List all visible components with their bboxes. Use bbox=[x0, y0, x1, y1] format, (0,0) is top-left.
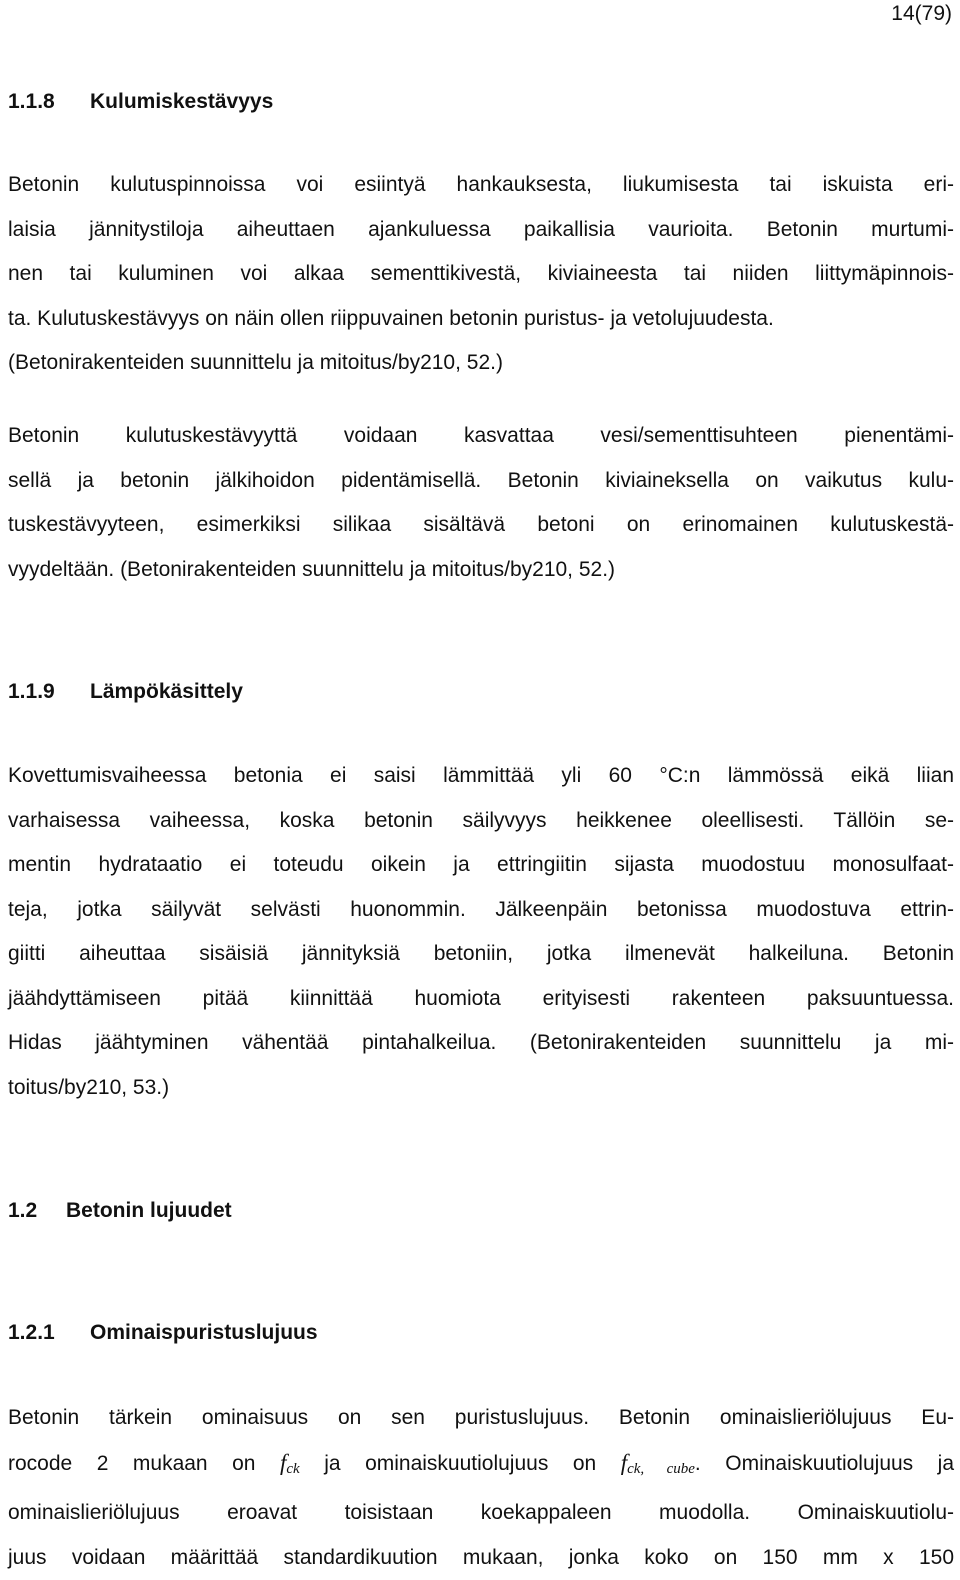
text-segment: ja ominaiskuutiolujuus on bbox=[324, 1452, 596, 1475]
section-title: Betonin lujuudet bbox=[66, 1199, 232, 1222]
text-line: toitus/by210, 53.) bbox=[8, 1066, 954, 1111]
section-number: 1.1.9 bbox=[8, 677, 90, 707]
section-heading-1-1-9 bbox=[8, 677, 243, 707]
text-line: Betonin tärkein ominaisuus on sen puristuslujuus. Betonin ominaislieriölujuus Eu- bbox=[8, 1396, 954, 1441]
section-title: Kulumiskestävyys bbox=[90, 90, 273, 113]
section-heading-1-2-1 bbox=[8, 1318, 318, 1348]
text-line: laisia jännitystiloja aiheuttaen ajankuluessa paikallisia vaurioita. Betonin murtumi- bbox=[8, 208, 954, 253]
text-line: varhaisessa vaiheessa, koska betonin säilyvyys heikkenee oleellisesti. Tällöin se- bbox=[8, 799, 954, 844]
symbol-subscript: ck, cube bbox=[627, 1461, 695, 1477]
paragraph-ominaispuristuslujuus bbox=[8, 1396, 954, 1580]
section-title: Lämpökäsittely bbox=[90, 680, 243, 703]
text-line: vyydeltään. (Betonirakenteiden suunnittelu ja mitoitus/by210, 52.) bbox=[8, 548, 954, 593]
text-line: teja, jotka säilyvät selvästi huonommin. Jälkeenpäin betonissa muodostuva ettrin- bbox=[8, 888, 954, 933]
text-line: (Betonirakenteiden suunnittelu ja mitoitus/by210, 52.) bbox=[8, 341, 954, 386]
text-segment: . Ominaiskuutiolujuus ja bbox=[695, 1452, 954, 1475]
text-line: ominaislieriölujuus eroavat toisistaan koekappaleen muodolla. Ominaiskuutiolu- bbox=[8, 1491, 954, 1536]
section-heading-1-2 bbox=[8, 1196, 232, 1226]
text-line: Hidas jäähtyminen vähentää pintahalkeilua. (Betonirakenteiden suunnittelu ja mi- bbox=[8, 1021, 954, 1066]
text-segment: rocode 2 mukaan on bbox=[8, 1452, 255, 1475]
paragraph-kulumiskestavyys-2 bbox=[8, 414, 954, 592]
text-line: Betonin kulutuskestävyyttä voidaan kasvattaa vesi/sementtisuhteen pienentämi- bbox=[8, 414, 954, 459]
section-number: 1.2 bbox=[8, 1196, 66, 1226]
text-line: ta. Kulutuskestävyys on näin ollen riippuvainen betonin puristus- ja vetolujuudesta. bbox=[8, 297, 954, 342]
symbol-fck bbox=[280, 1450, 300, 1475]
section-number: 1.2.1 bbox=[8, 1318, 90, 1348]
page-number: 14(79) bbox=[891, 0, 952, 28]
symbol-fck-cube bbox=[621, 1450, 695, 1475]
text-line: Kovettumisvaiheessa betonia ei saisi lämmittää yli 60 °C:n lämmössä eikä liian bbox=[8, 754, 954, 799]
section-heading-1-1-8 bbox=[8, 87, 273, 117]
paragraph-lampokasittely bbox=[8, 754, 954, 1110]
text-line-with-symbols bbox=[8, 1441, 954, 1492]
text-line: jäähdyttämiseen pitää kiinnittää huomiota erityisesti rakenteen paksuuntuessa. bbox=[8, 977, 954, 1022]
section-title: Ominaispuristuslujuus bbox=[90, 1321, 318, 1344]
text-line: giitti aiheuttaa sisäisiä jännityksiä betoniin, jotka ilmenevät halkeiluna. Betonin bbox=[8, 932, 954, 977]
symbol-base: f bbox=[621, 1450, 627, 1475]
text-line: Betonin kulutuspinnoissa voi esiintyä hankauksesta, liukumisesta tai iskuista eri- bbox=[8, 163, 954, 208]
text-line: juus voidaan määrittää standardikuution mukaan, jonka koko on 150 mm x 150 bbox=[8, 1536, 954, 1580]
text-line: tuskestävyyteen, esimerkiksi silikaa sisältävä betoni on erinomainen kulutuskestä- bbox=[8, 503, 954, 548]
paragraph-kulumiskestavyys-1 bbox=[8, 163, 954, 386]
symbol-subscript: ck bbox=[286, 1461, 299, 1477]
text-line: nen tai kuluminen voi alkaa sementtikivestä, kiviaineesta tai niiden liittymäpinnois- bbox=[8, 252, 954, 297]
symbol-base: f bbox=[280, 1450, 286, 1475]
text-line: sellä ja betonin jälkihoidon pidentämisellä. Betonin kiviaineksella on vaikutus kulu- bbox=[8, 459, 954, 504]
section-number: 1.1.8 bbox=[8, 87, 90, 117]
text-line: mentin hydrataatio ei toteudu oikein ja ettringiitin sijasta muodostuu monosulfaat- bbox=[8, 843, 954, 888]
